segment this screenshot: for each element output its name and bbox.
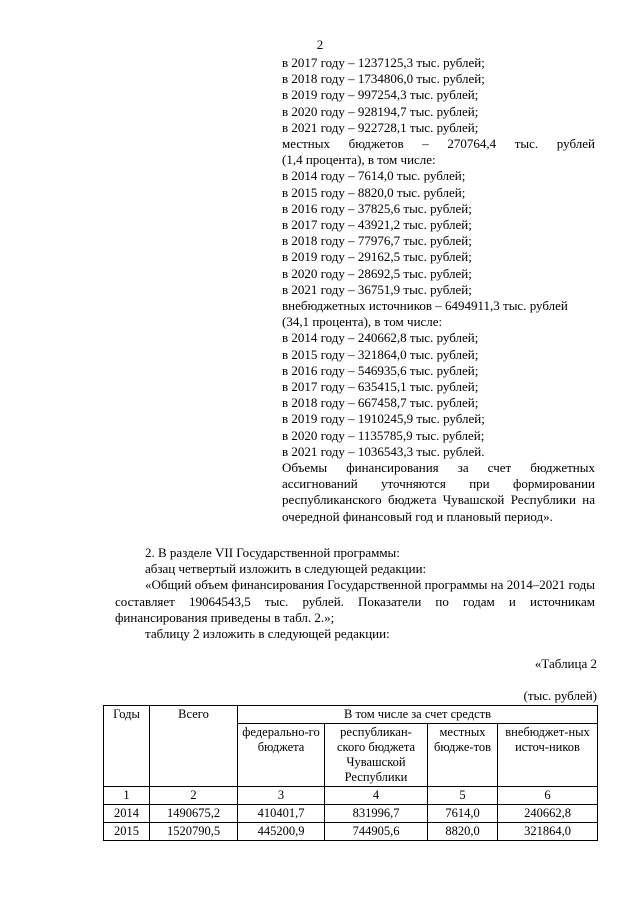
header-extrabudget: внебюджет-ных источ-ников — [498, 724, 598, 787]
text-line: (34,1 процента), в том числе: — [282, 314, 443, 330]
item-line: абзац четвертый изложить в следующей редакции: — [145, 561, 427, 577]
header-local: местных бюдже-тов — [428, 724, 498, 787]
header-republic: республикан-ского бюджета Чувашской Республики — [325, 724, 428, 787]
header-federal: федерально-го бюджета — [238, 724, 325, 787]
text-line: в 2014 году – 240662,8 тыс. рублей; — [282, 330, 479, 346]
table-title: «Таблица 2 — [534, 656, 597, 671]
text-line: в 2016 году – 546935,6 тыс. рублей; — [282, 362, 479, 378]
table-row: 2015 1520790,5 445200,9 744905,6 8820,0 321864,0 — [104, 823, 598, 841]
header-years: Годы — [104, 706, 150, 787]
section-item-2 — [115, 545, 595, 642]
text-line: в 2014 году – 7614,0 тыс. рублей; — [282, 168, 466, 184]
text-line: в 2018 году – 1734806,0 тыс. рублей; — [282, 71, 485, 87]
text-line: в 2020 году – 1135785,9 тыс. рублей; — [282, 427, 485, 443]
item-heading: 2. В разделе VII Государственной программы: — [145, 545, 400, 560]
text-line: в 2019 году – 29162,5 тыс. рублей; — [282, 249, 472, 265]
table-units: (тыс. рублей) — [523, 688, 597, 703]
text-line: в 2017 году – 1237125,3 тыс. рублей; — [282, 55, 485, 70]
text-line: в 2016 году – 37825,6 тыс. рублей; — [282, 200, 472, 216]
text-line: в 2017 году – 635415,1 тыс. рублей; — [282, 379, 479, 395]
financing-table — [103, 705, 598, 841]
item-quote: «Общий объем финансирования Государственной программы на 2014–2021 годы составляет 19064543,5 тыс. рублей. Показатели по годам и источникам финансирования приведены в табл. 2.»; — [115, 577, 595, 625]
text-line: в 2021 году – 922728,1 тыс. рублей; — [282, 119, 479, 135]
page-number: 2 — [316, 37, 324, 52]
text-line: в 2019 году – 1910245,9 тыс. рублей; — [282, 411, 485, 427]
text-line: в 2015 году – 8820,0 тыс. рублей; — [282, 184, 466, 200]
text-line: внебюджетных источников – 6494911,3 тыс. рублей — [282, 298, 568, 314]
table-row: 2014 1490675,2 410401,7 831996,7 7614,0 240662,8 — [104, 805, 598, 823]
text-line: в 2019 году – 997254,3 тыс. рублей; — [282, 87, 479, 103]
column-number-row: 1 2 3 4 5 6 — [104, 787, 598, 805]
item-line: таблицу 2 изложить в следующей редакции: — [145, 626, 390, 642]
closing-paragraph: Объемы финансирования за счет бюджетных ассигнований уточняются при формировании республиканского бюджета Чувашской Республики на очередной финансовый год и плановый период». — [282, 460, 595, 524]
text-line: в 2017 году – 43921,2 тыс. рублей; — [282, 217, 472, 233]
text-line: в 2020 году – 28692,5 тыс. рублей; — [282, 265, 472, 281]
local-budgets-line: местных бюджетов – 270764,4 тыс. рублей — [282, 136, 595, 152]
header-including: В том числе за счет средств — [238, 706, 598, 724]
text-line: в 2021 году – 36751,9 тыс. рублей; — [282, 281, 472, 297]
text-line: в 2018 году – 77976,7 тыс. рублей; — [282, 233, 472, 249]
financing-column — [282, 55, 595, 525]
text-line: (1,4 процента), в том числе: — [282, 152, 436, 168]
text-line: в 2015 году – 321864,0 тыс. рублей; — [282, 346, 479, 362]
text-line: в 2021 году – 1036543,3 тыс. рублей. — [282, 443, 485, 459]
header-total: Всего — [150, 706, 238, 787]
text-line: в 2020 году – 928194,7 тыс. рублей; — [282, 103, 479, 119]
text-line: в 2018 году – 667458,7 тыс. рублей; — [282, 395, 479, 411]
